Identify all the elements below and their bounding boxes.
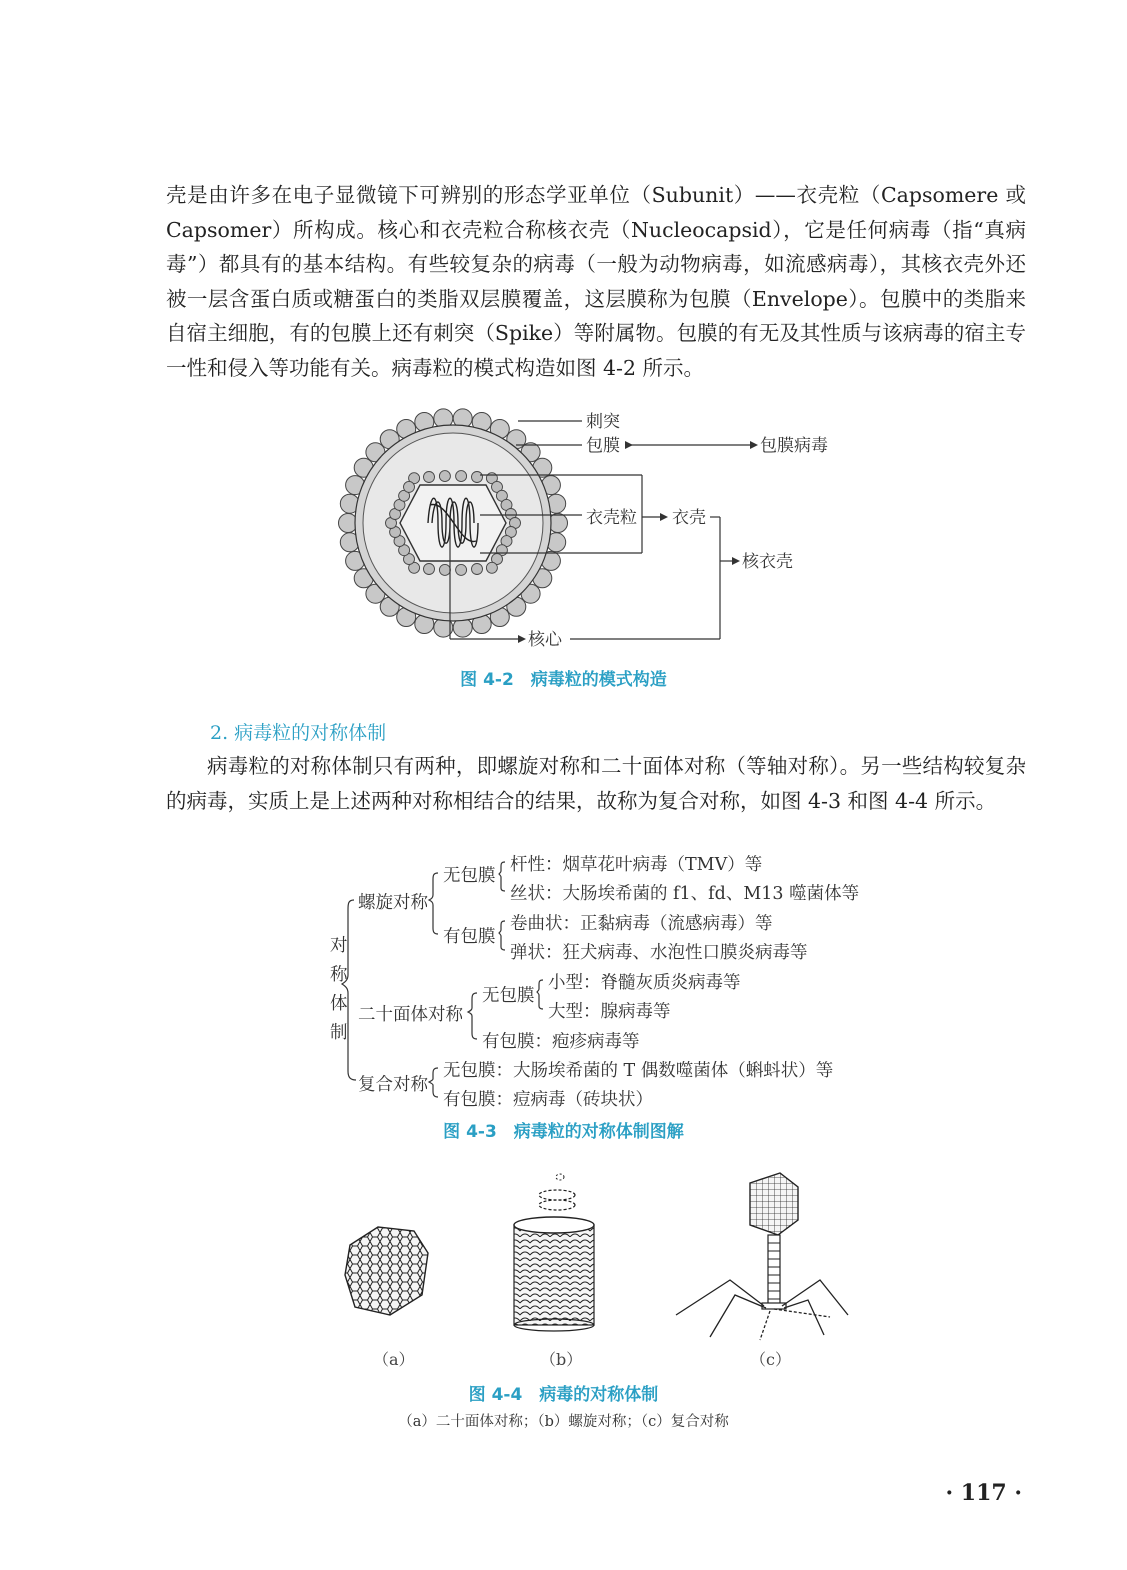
complex-nonenveloped: 无包膜：大肠埃希菌的 T 偶数噬菌体（蝌蚪状）等 (443, 1061, 834, 1081)
intro-paragraph: 壳是由许多在电子显微镜下可辨别的形态学亚单位（Subunit）——衣壳粒（Capsomere 或 Capsomer）所构成。核心和衣壳粒合称核衣壳（Nucleocapsid），它是任何病毒（指“真病毒”）都具有的基本结构。有些较复杂的病毒（一般为动物病毒，如流感病毒），其核衣壳外还被一层含蛋白质或糖蛋白的类脂双层膜覆盖，这层膜称为包膜（Envelope）。包膜中的类脂来自宿主细胞，有的包膜上还有刺突（Spike）等附属物。包膜的有无及其性质与该病毒的宿主专一性和侵入等功能有关。病毒粒的模式构造如图 4-2 所示。 (166, 183, 1026, 380)
label-enveloped-virus: 包膜病毒 (760, 436, 828, 456)
label-capsid: 衣壳 (672, 508, 706, 528)
label-nucleocapsid: 核衣壳 (742, 552, 793, 572)
helical-enveloped: 有包膜 (443, 927, 496, 947)
filamentous: 丝状：大肠埃希菌的 f1、fd、M13 噬菌体等 (510, 884, 860, 904)
large-type: 大型：腺病毒等 (548, 1002, 671, 1022)
section-heading: 2. 病毒粒的对称体制 (210, 722, 387, 744)
panel-label-c: （c） (750, 1350, 791, 1369)
figure-4-4-subcaption: （a）二十面体对称；（b）螺旋对称；（c）复合对称 (398, 1414, 729, 1430)
bullet-shaped: 弹状：狂犬病毒、水泡性口膜炎病毒等 (510, 943, 808, 963)
icosahedral-virus-sketch (345, 1227, 428, 1315)
coiled: 卷曲状：正黏病毒（流感病毒）等 (510, 914, 773, 934)
complex-enveloped: 有包膜：痘病毒（砖块状） (443, 1090, 653, 1110)
rod-shaped: 杆性：烟草花叶病毒（TMV）等 (510, 855, 763, 875)
complex-symmetry: 复合对称 (358, 1075, 428, 1095)
icosahedral-enveloped: 有包膜：疱疹病毒等 (482, 1032, 640, 1052)
icosahedral-nonenveloped: 无包膜 (482, 986, 535, 1006)
figure-4-3-caption: 图 4-3 病毒粒的对称体制图解 (443, 1122, 684, 1142)
section-paragraph: 病毒粒的对称体制只有两种，即螺旋对称和二十面体对称（等轴对称）。另一些结构较复杂的病毒，实质上是上述两种对称相结合的结果，故称为复合对称，如图 4-3 和图 4-4 所示。 (166, 754, 1026, 813)
helical-symmetry: 螺旋对称 (358, 893, 428, 913)
root-char-4: 制 (330, 1023, 348, 1043)
helical-nonenveloped: 无包膜 (443, 866, 496, 886)
icosahedral-symmetry: 二十面体对称 (358, 1005, 463, 1025)
figure-4-4-caption: 图 4-4 病毒的对称体制 (468, 1385, 659, 1405)
panel-label-b: （b） (540, 1350, 583, 1369)
page-number: · 117 · (945, 1480, 1022, 1506)
figure-4-2-caption: 图 4-2 病毒粒的模式构造 (460, 670, 667, 690)
helical-virus-sketch (514, 1174, 594, 1331)
complex-phage-sketch (676, 1173, 848, 1340)
root-char-2: 称 (330, 965, 348, 985)
virus-symmetry-illustrations (330, 1165, 870, 1345)
root-char-3: 体 (330, 994, 348, 1014)
small-type: 小型：脊髓灰质炎病毒等 (548, 973, 741, 993)
panel-label-a: （a） (373, 1350, 415, 1369)
root-char-1: 对 (330, 936, 348, 956)
label-envelope: 包膜 (586, 436, 620, 456)
label-core: 核心 (528, 630, 562, 650)
label-spike: 刺突 (586, 412, 620, 432)
label-capsomere: 衣壳粒 (586, 508, 637, 528)
